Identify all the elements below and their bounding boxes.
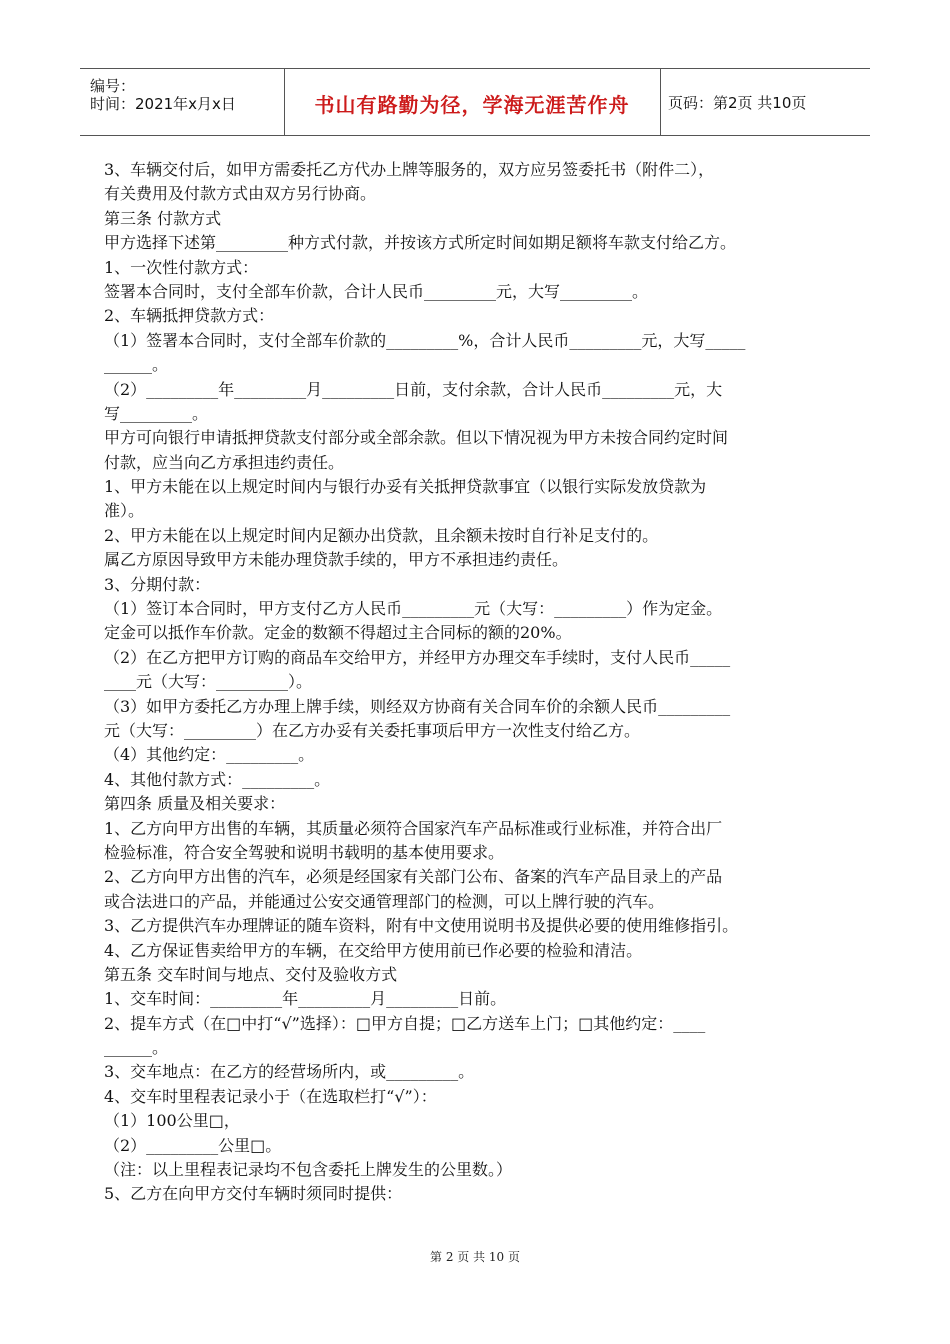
header-motto-cell: [284, 69, 661, 135]
text-line: 准）。: [104, 501, 145, 521]
text-line: 第三条 付款方式: [104, 208, 222, 228]
page-footer: 第 2 页 共 10 页: [430, 1250, 520, 1264]
text-line: 写_________。: [104, 403, 209, 423]
text-line: （注：以上里程表记录均不包含委托上牌发生的公里数。）: [104, 1160, 513, 1180]
text-line: 1、乙方向甲方出售的车辆，其质量必须符合国家汽车产品标准或行业标准，并符合出厂: [104, 818, 723, 838]
text-line: 4、交车时里程表记录小于（在选取栏打“√”）：: [104, 1086, 437, 1106]
text-line: 定金可以抵作车价款。定金的数额不得超过主合同标的额的20%。: [104, 623, 572, 643]
contract-body: [104, 158, 864, 1207]
text-line: 3、车辆交付后，如甲方需委托乙方代办上牌等服务的，双方应另签委托书（附件二），: [104, 160, 715, 179]
text-line: 2、提车方式（在□中打“√”选择）：□甲方自提；□乙方送车上门；□其他约定：____: [104, 1013, 706, 1033]
text-line: 付款，应当向乙方承担违约责任。: [104, 452, 345, 472]
header-meta-cell: [80, 69, 285, 135]
text-line: 2、甲方未能在以上规定时间内足额办出贷款，且余额未按时自行补足支付的。: [104, 525, 659, 545]
text-line: 1、甲方未能在以上规定时间内与银行办妥有关抵押贷款事宜（以银行实际发放贷款为: [104, 477, 707, 497]
text-line: ______。: [104, 1038, 169, 1058]
text-line: 签署本合同时，支付全部车价款，合计人民币_________元，大写_________。: [104, 281, 649, 301]
text-line: 或合法进口的产品，并能通过公安交通管理部门的检测，可以上牌行驶的汽车。: [104, 891, 665, 911]
text-line: （1）100公里□，: [104, 1111, 240, 1131]
text-line: ______。: [104, 355, 169, 375]
text-line: 1、交车时间：_________年_________月_________日前。: [104, 989, 507, 1009]
text-line: 甲方选择下述第_________种方式付款，并按该方式所定时间如期足额将车款支付给乙方。: [104, 233, 737, 253]
text-line: ____元（大写：_________）。: [104, 672, 313, 692]
text-line: 5、乙方在向甲方交付车辆时须同时提供：: [104, 1184, 403, 1204]
text-line: （3）如甲方委托乙方办理上牌手续，则经双方协商有关合同车价的余额人民币_________: [104, 696, 731, 716]
text-line: 检验标准，符合安全驾驶和说明书载明的基本使用要求。: [104, 842, 505, 862]
text-line: 属乙方原因导致甲方未能办理贷款手续的，甲方不承担违约责任。: [104, 550, 569, 570]
text-line: 元（大写：_________）在乙方办妥有关委托事项后甲方一次性支付给乙方。: [104, 720, 641, 740]
document-time-label: 时间：2021年x月x日: [90, 95, 236, 113]
text-line: 甲方可向银行申请抵押贷款支付部分或全部余款。但以下情况视为甲方未按合同约定时间: [104, 428, 729, 448]
text-line: 3、乙方提供汽车办理牌证的随车资料，附有中文使用说明书及提供必要的使用维修指引。: [104, 916, 739, 936]
text-line: （2）在乙方把甲方订购的商品车交给甲方，并经甲方办理交车手续时，支付人民币_____: [104, 647, 731, 667]
text-line: （2）_________公里□。: [104, 1135, 282, 1155]
page-header: [80, 68, 870, 136]
text-line: 2、车辆抵押贷款方式：: [104, 306, 275, 326]
text-line: 1、一次性付款方式：: [104, 257, 259, 277]
text-line: （1）签署本合同时，支付全部车价款的_________%，合计人民币_________元，大写_____: [104, 330, 746, 350]
text-line: 2、乙方向甲方出售的汽车，必须是经国家有关部门公布、备案的汽车产品目录上的产品: [104, 867, 723, 887]
text-line: 第五条 交车时间与地点、交付及验收方式: [104, 964, 398, 984]
text-line: 3、交车地点：在乙方的经营场所内，或_________。: [104, 1062, 475, 1082]
text-line: 3、分期付款：: [104, 574, 211, 594]
text-line: 第四条 质量及相关要求：: [104, 794, 286, 814]
text-line: （1）签订本合同时，甲方支付乙方人民币_________元（大写：_________）作为定金。: [104, 599, 723, 619]
header-page-info: 页码：第2页 共10页: [668, 94, 807, 112]
text-line: 有关费用及付款方式由双方另行协商。: [104, 184, 377, 204]
text-line: （2）_________年_________月_________日前，支付余款，合计人民币_________元，大: [104, 379, 723, 399]
text-line: 4、乙方保证售卖给甲方的车辆，在交给甲方使用前已作必要的检验和清洁。: [104, 940, 643, 960]
document-number-label: 编号：: [90, 77, 136, 95]
header-page-cell: [660, 69, 870, 135]
header-motto: 书山有路勤为径，学海无涯苦作舟: [314, 93, 630, 117]
text-line: （4）其他约定：_________。: [104, 745, 315, 765]
text-line: 4、其他付款方式：_________。: [104, 769, 331, 789]
